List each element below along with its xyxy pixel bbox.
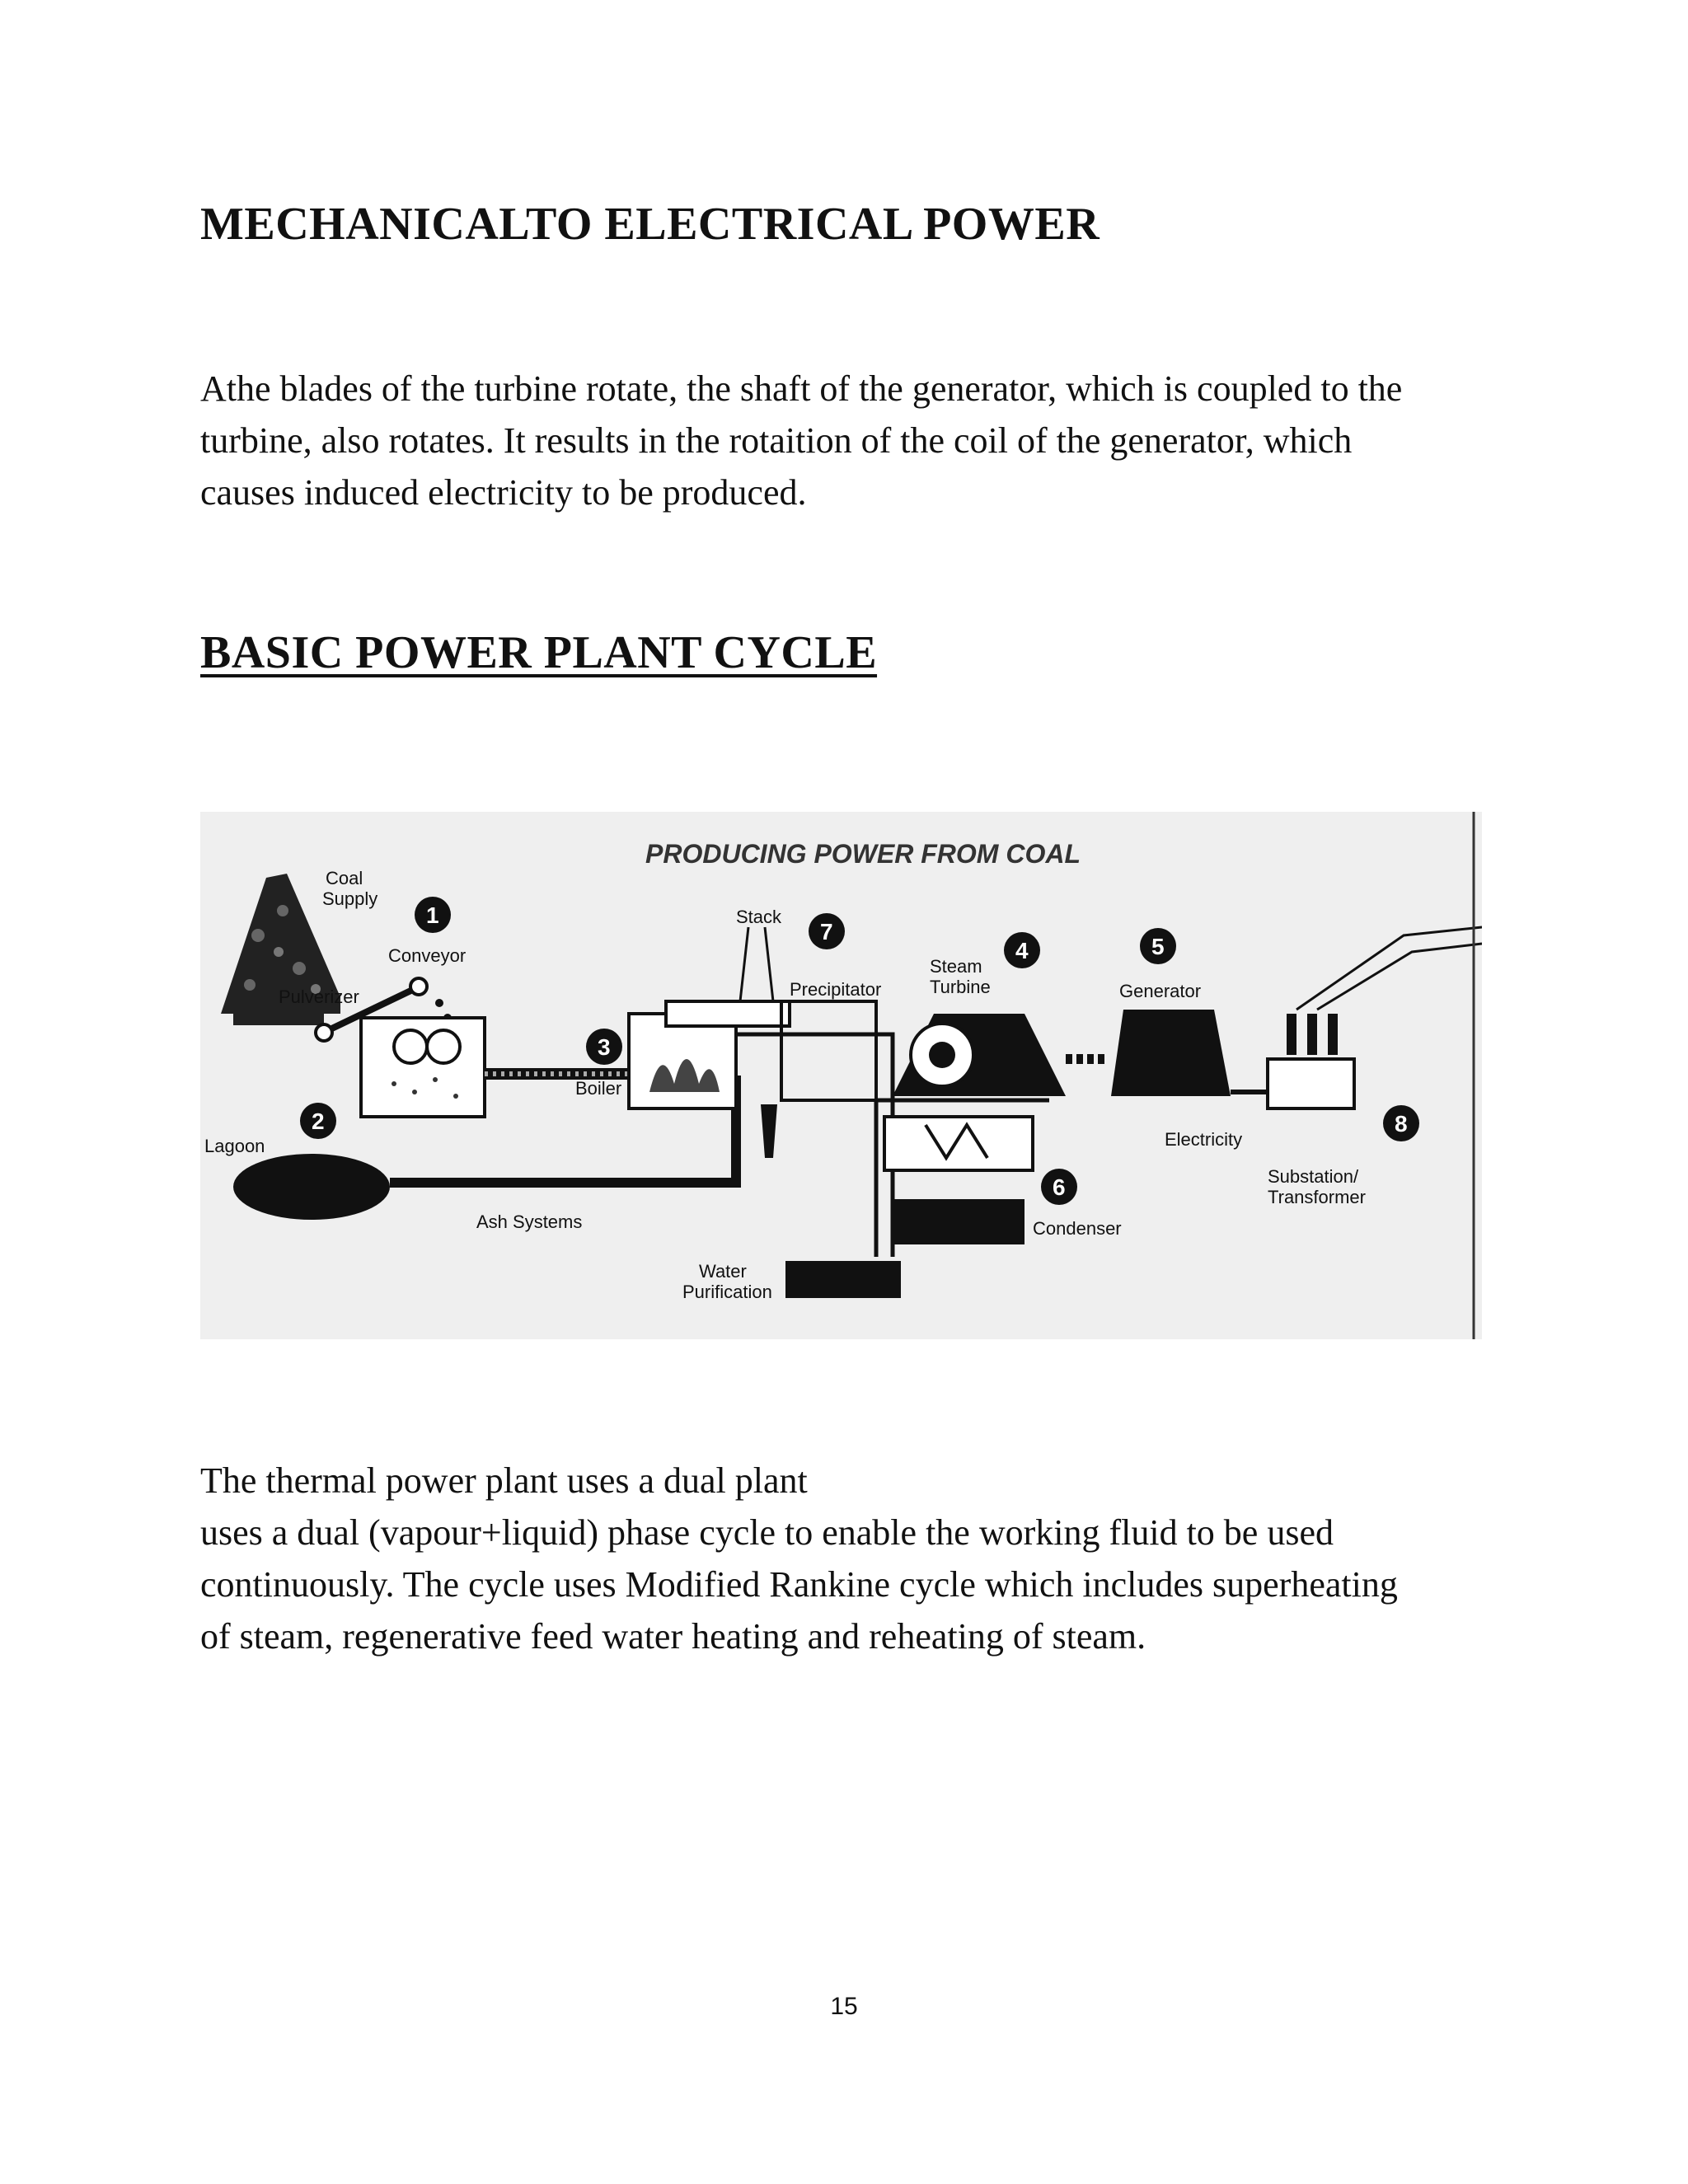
pulverizer-icon [361, 1018, 485, 1117]
power-plant-diagram [200, 812, 1482, 1339]
diagram-title: PRODUCING POWER FROM COAL [645, 839, 1081, 869]
paragraph-line: turbine, also rotates. It results in the rotaition of the coil of the generator, which [200, 420, 1353, 461]
marker-4 [1004, 932, 1040, 968]
label-coal-supply-line2: Supply [322, 888, 378, 909]
label-conveyor: Conveyor [388, 945, 467, 966]
label-substation-line2: Transformer [1268, 1187, 1366, 1207]
boiler-icon [629, 1014, 736, 1108]
paragraph-line: uses a dual (vapour+liquid) phase cycle to enable the working fluid to be used [200, 1512, 1334, 1553]
label-ash-systems: Ash Systems [476, 1212, 583, 1232]
label-pulverizer: Pulverizer [279, 987, 359, 1007]
label-water-purification-line2: Purification [682, 1282, 772, 1302]
marker-7 [809, 913, 845, 949]
marker-2 [300, 1103, 336, 1139]
svg-text:6: 6 [1053, 1174, 1066, 1200]
condenser-icon [884, 1117, 1033, 1244]
paragraph-line: Athe blades of the turbine rotate, the shaft of the generator, which is coupled to the [200, 368, 1403, 409]
label-substation-line1: Substation/ [1268, 1166, 1359, 1187]
svg-text:1: 1 [426, 902, 439, 928]
svg-text:8: 8 [1395, 1111, 1408, 1137]
lagoon-icon [233, 1154, 390, 1220]
paragraph-line: of steam, regenerative feed water heating and reheating of steam. [200, 1616, 1146, 1657]
generator-icon [1111, 1010, 1231, 1096]
section-heading-basic-power-plant-cycle: BASIC POWER PLANT CYCLE [200, 627, 878, 678]
paragraph-line: continuously. The cycle uses Modified Rankine cycle which includes superheating [200, 1564, 1398, 1605]
paragraph-line: causes induced electricity to be produced. [200, 472, 807, 513]
paragraph-mechanical-to-electrical [200, 363, 1503, 518]
marker-5 [1140, 928, 1176, 964]
label-lagoon: Lagoon [204, 1136, 265, 1156]
label-water-purification-line1: Water [699, 1261, 747, 1282]
marker-3 [586, 1029, 622, 1065]
svg-text:7: 7 [820, 919, 833, 944]
page-number: 15 [830, 1993, 858, 2020]
svg-text:5: 5 [1151, 934, 1165, 959]
transformer-icon [1268, 927, 1482, 1108]
water-purification-icon [785, 1261, 901, 1298]
marker-8 [1383, 1105, 1419, 1141]
svg-text:4: 4 [1015, 938, 1029, 963]
label-precipitator: Precipitator [790, 979, 882, 1000]
label-electricity: Electricity [1165, 1129, 1243, 1150]
label-steam-turbine-line1: Steam [930, 956, 982, 977]
label-stack: Stack [736, 907, 782, 927]
paragraph-thermal-power-plant [200, 1455, 1503, 1662]
paragraph-line: The thermal power plant uses a dual plant [200, 1460, 808, 1501]
label-generator: Generator [1119, 981, 1202, 1001]
marker-1 [415, 897, 451, 933]
svg-text:2: 2 [312, 1108, 325, 1134]
svg-text:3: 3 [598, 1034, 611, 1060]
label-condenser: Condenser [1033, 1218, 1122, 1239]
label-steam-turbine-line2: Turbine [930, 977, 991, 997]
label-coal-supply-line1: Coal [326, 868, 363, 888]
steam-turbine-icon [893, 1014, 1107, 1096]
section-heading-mechanical-to-electrical: MECHANICALTO ELECTRICAL POWER [200, 199, 1100, 250]
marker-6 [1041, 1169, 1077, 1205]
label-boiler: Boiler [575, 1078, 622, 1099]
